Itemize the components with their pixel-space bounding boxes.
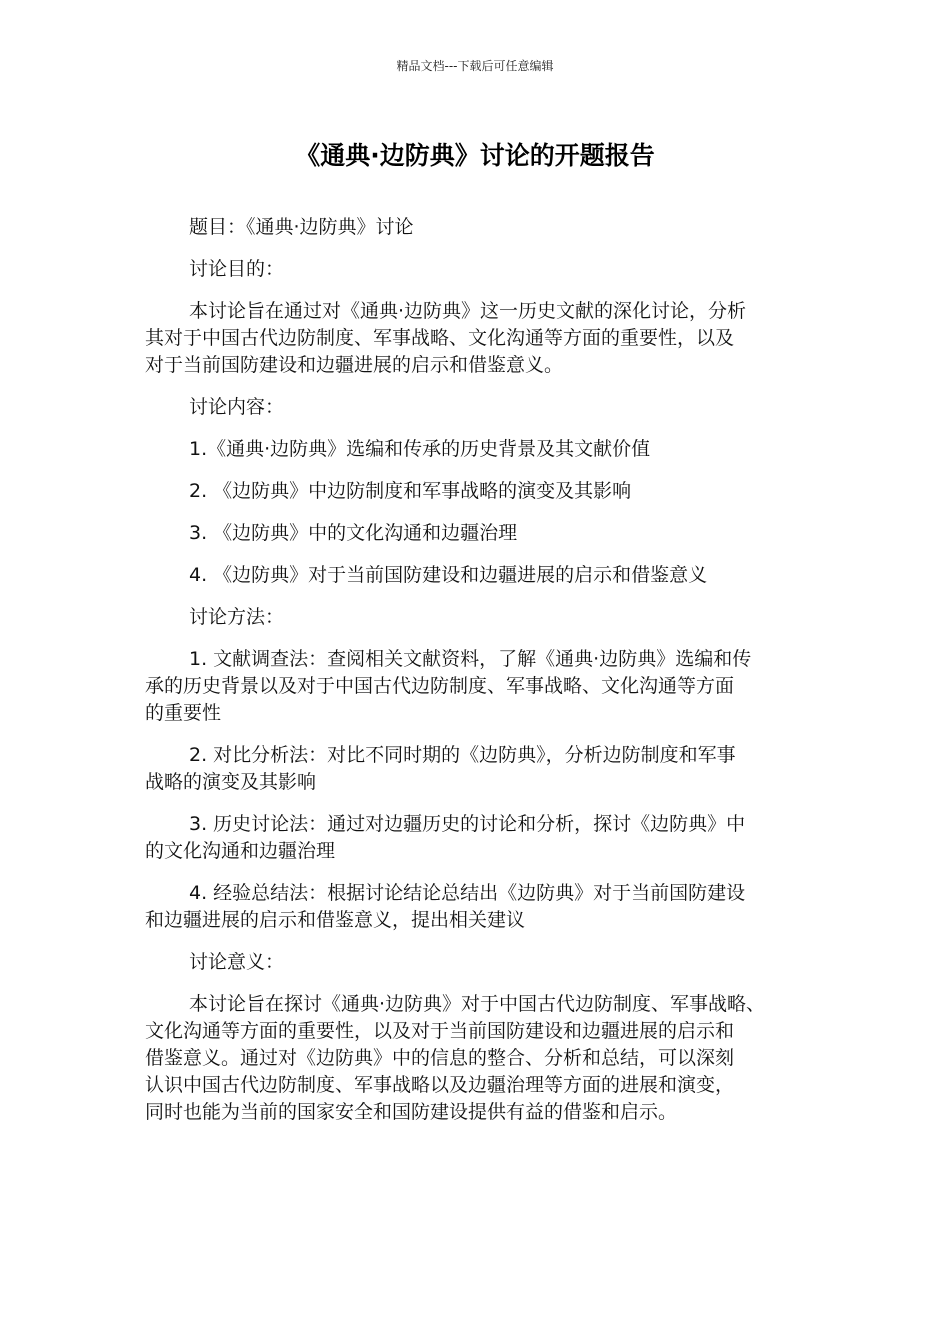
paragraph-line: 同时也能为当前的国家安全和国防建设提供有益的借鉴和启示。 [145,1101,678,1123]
paragraph-line: 借鉴意义。通过对《边防典》中的信息的整合、分析和总结，可以深刻 [145,1047,735,1069]
paragraph [145,298,810,379]
paragraph [145,478,810,505]
paragraph-line: 3. 历史讨论法：通过对边疆历史的讨论和分析，探讨《边防典》中 [189,813,746,835]
paragraph-line: 战略的演变及其影响 [145,771,317,793]
paragraph [145,742,810,796]
paragraph-line: 题目：《通典·边防典》讨论 [189,216,414,238]
paragraph-line: 4. 经验总结法：根据讨论结论总结出《边防典》对于当前国防建设 [189,882,746,904]
paragraph-line: 对于当前国防建设和边疆进展的启示和借鉴意义。 [145,354,564,376]
paragraph-line: 认识中国古代边防制度、军事战略以及边疆治理等方面的进展和演变， [145,1074,735,1096]
paragraph [145,214,810,241]
paragraph [145,949,810,976]
document-title: 《通典·边防典》讨论的开题报告 [295,141,655,170]
paragraph-line: 其对于中国古代边防制度、军事战略、文化沟通等方面的重要性，以及 [145,327,735,349]
paragraph [145,436,810,463]
paragraph [145,394,810,421]
paragraph-line: 讨论方法： [189,606,285,628]
paragraph-line: 讨论目的： [189,258,285,280]
paragraph-line: 讨论内容： [189,396,285,418]
paragraph-line: 承的历史背景以及对于中国古代边防制度、军事战略、文化沟通等方面 [145,675,735,697]
paragraph [145,520,810,547]
paragraph-line: 本讨论旨在探讨《通典·边防典》对于中国古代边防制度、军事战略、 [189,993,766,1015]
paragraph-line: 2. 对比分析法：对比不同时期的《边防典》，分析边防制度和军事 [189,744,736,766]
paragraph-line: 文化沟通等方面的重要性，以及对于当前国防建设和边疆进展的启示和 [145,1020,735,1042]
paragraph-line: 的文化沟通和边疆治理 [145,840,336,862]
paragraph [145,604,810,631]
paragraph [145,646,810,727]
header-note: 精品文档---下载后可任意编辑 [396,59,554,73]
paragraph [145,256,810,283]
paragraph-line: 1.《通典·边防典》选编和传承的历史背景及其文献价值 [189,438,651,460]
paragraph-line: 2. 《边防典》中边防制度和军事战略的演变及其影响 [189,480,632,502]
paragraph-line: 3. 《边防典》中的文化沟通和边疆治理 [189,522,518,544]
paragraph-line: 的重要性 [145,702,222,724]
paragraph-line: 1. 文献调查法：查阅相关文献资料，了解《通典·边防典》选编和传 [189,648,752,670]
document-body [145,214,810,1141]
paragraph-line: 本讨论旨在通过对《通典·边防典》这一历史文献的深化讨论，分析 [189,300,747,322]
paragraph [145,880,810,934]
paragraph [145,562,810,589]
paragraph [145,811,810,865]
paragraph-line: 4. 《边防典》对于当前国防建设和边疆进展的启示和借鉴意义 [189,564,708,586]
paragraph [145,991,810,1126]
paragraph-line: 讨论意义： [189,951,285,973]
paragraph-line: 和边疆进展的启示和借鉴意义，提出相关建议 [145,909,526,931]
